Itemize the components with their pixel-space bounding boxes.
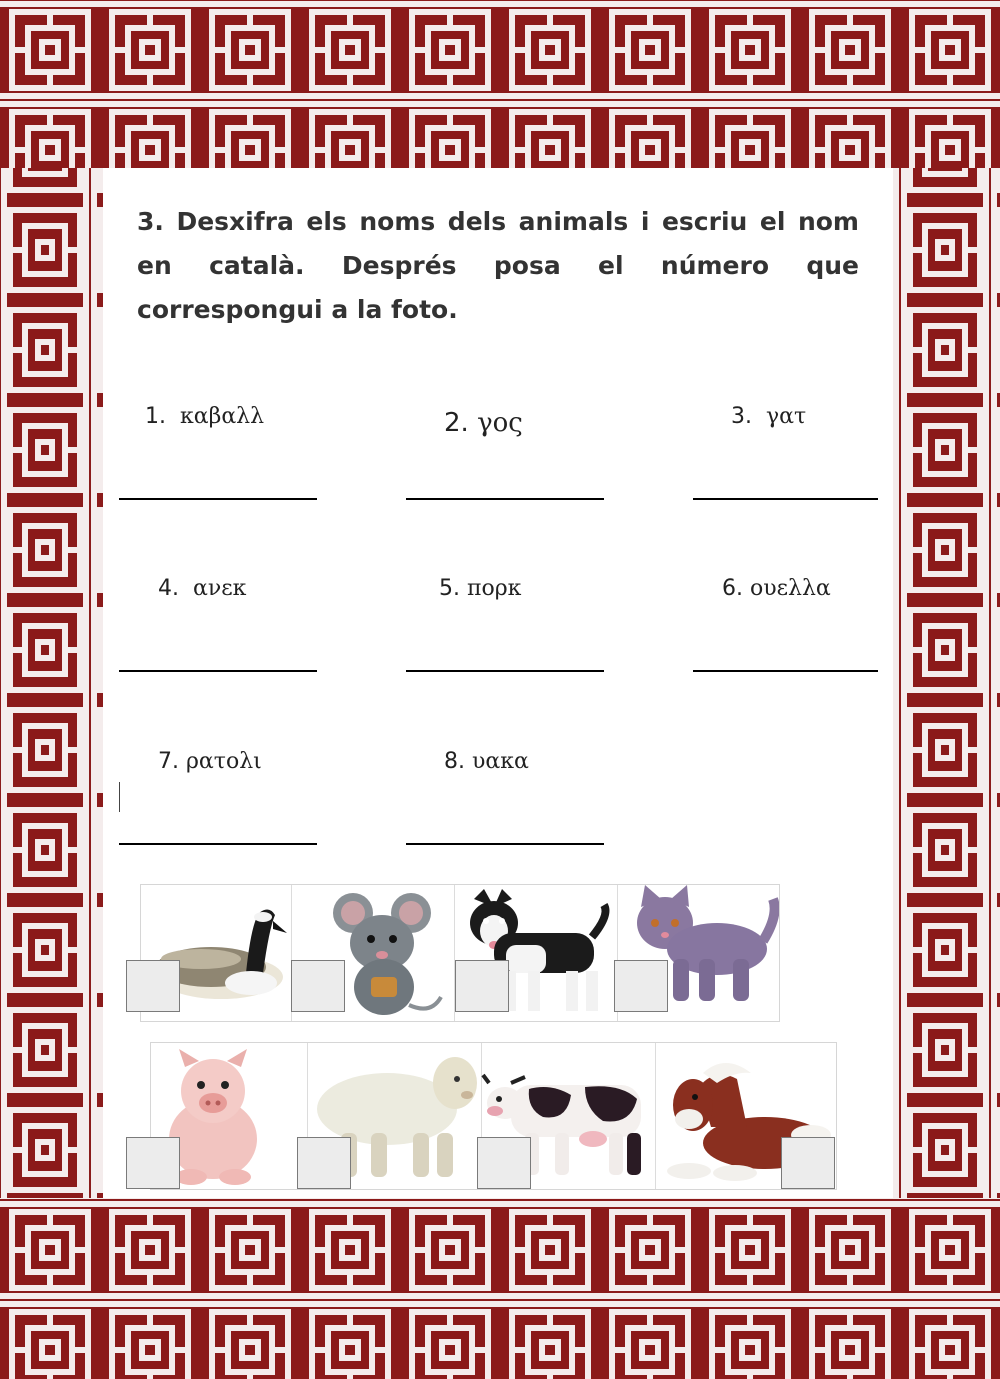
item-label-7: 7. ρατολι bbox=[158, 749, 262, 774]
number-box-cow[interactable] bbox=[477, 1137, 531, 1189]
greek-word-3: γατ bbox=[766, 404, 807, 429]
item-label-2: 2. γος bbox=[444, 408, 523, 438]
item-label-4: 4. ανεκ bbox=[158, 576, 247, 601]
instruction-text: 3. Desxifra els noms dels animals i escriu el nom en català. Després posa el número que correspongui a la foto. bbox=[137, 207, 859, 324]
item-label-8: 8. υακα bbox=[444, 749, 529, 774]
greek-word-1: καβαλλ bbox=[180, 404, 265, 429]
number-box-goose[interactable] bbox=[126, 960, 180, 1012]
number-box-mouse[interactable] bbox=[291, 960, 345, 1012]
answer-line-2[interactable] bbox=[406, 498, 604, 500]
answer-line-8[interactable] bbox=[406, 843, 604, 845]
text-caret bbox=[119, 782, 120, 812]
number-box-horse[interactable] bbox=[781, 1137, 835, 1189]
answer-line-7[interactable] bbox=[119, 843, 317, 845]
item-label-1: 1. καβαλλ bbox=[145, 404, 265, 429]
item-label-5: 5. πορκ bbox=[439, 576, 522, 601]
answer-line-3[interactable] bbox=[693, 498, 878, 500]
item-label-6: 6. ουελλα bbox=[722, 576, 831, 601]
greek-word-7: ρατολι bbox=[186, 749, 262, 774]
answer-line-5[interactable] bbox=[406, 670, 604, 672]
number-box-pig[interactable] bbox=[126, 1137, 180, 1189]
greek-word-6: ουελλα bbox=[750, 576, 831, 601]
item-label-3: 3. γατ bbox=[731, 404, 807, 429]
answer-line-6[interactable] bbox=[693, 670, 878, 672]
greek-word-5: πορκ bbox=[467, 576, 522, 601]
greek-word-4: ανεκ bbox=[193, 576, 247, 601]
number-box-cat[interactable] bbox=[614, 960, 668, 1012]
answer-line-1[interactable] bbox=[119, 498, 317, 500]
answer-line-4[interactable] bbox=[119, 670, 317, 672]
number-box-sheep[interactable] bbox=[297, 1137, 351, 1189]
number-box-dog[interactable] bbox=[455, 960, 509, 1012]
greek-word-2: γος bbox=[477, 408, 523, 438]
greek-word-8: υακα bbox=[472, 749, 529, 774]
